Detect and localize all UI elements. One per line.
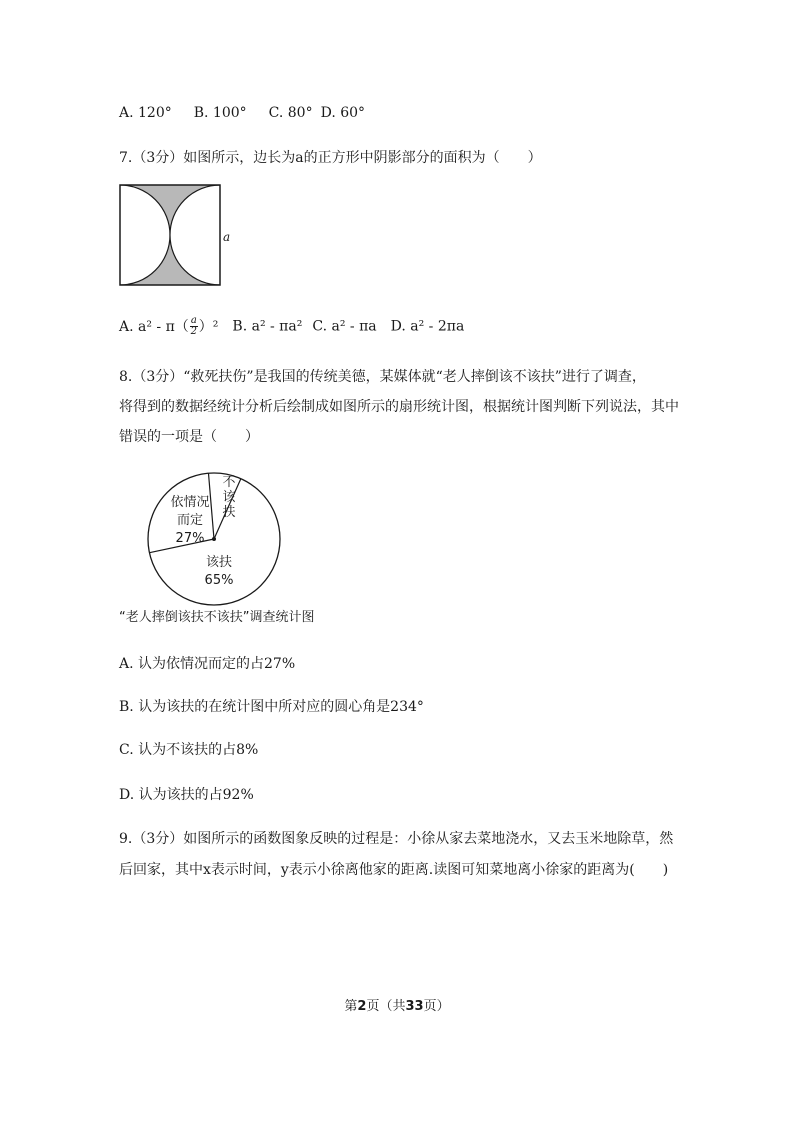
q8-option-a: A. 认为依情况而定的占27% xyxy=(119,656,296,672)
q8-chart-title: “老人摔倒该扶不该扶”调查统计图 xyxy=(119,610,315,625)
q6-option-a: A. 120° xyxy=(119,105,172,121)
page-number: 2 xyxy=(357,999,367,1014)
q7-option-b: B. a² - πa² xyxy=(232,318,303,335)
q8-stem-line1: 8.（3分）“救死扶伤”是我国的传统美德，某媒体就“老人摔倒该不该扶”进行了调查， xyxy=(119,369,646,385)
q8-stem-line2: 将得到的数据经统计分析后绘制成如图所示的扇形统计图，根据统计图判断下列说法，其中 xyxy=(119,399,679,415)
q8-stem-line3: 错误的一项是（ ） xyxy=(119,429,259,445)
q9-stem-line2: 后回家，其中x表示时间，y表示小徐离他家的距离.读图可知菜地离小徐家的距离为( ) xyxy=(119,862,669,878)
page-total: 33 xyxy=(405,999,424,1014)
q9-stem-line1: 9.（3分）如图所示的函数图象反映的过程是：小徐从家去菜地浇水，又去玉米地除草，然 xyxy=(119,831,674,847)
q8-option-b: B. 认为该扶的在统计图中所对应的圆心角是234° xyxy=(119,699,424,715)
q8-pie-chart xyxy=(140,470,290,610)
pie-slice-label: 65% xyxy=(204,573,234,588)
q6-option-b: B. 100° xyxy=(193,105,247,121)
q7-option-a: A. a² - π（ $\frac{a}{2}$ ）² xyxy=(119,315,219,337)
pie-slice-label: 扶 xyxy=(222,505,236,520)
q7-side-label: a xyxy=(223,230,231,244)
q8-option-d: D. 认为该扶的占92% xyxy=(119,787,254,803)
fraction-a-over-2: $\frac{a}{2}$ xyxy=(190,315,197,337)
q6-option-d: D. 60° xyxy=(320,105,366,121)
pie-center-dot xyxy=(212,537,216,541)
pie-slice-label: 该扶 xyxy=(205,555,233,570)
page-footer: 第2页（共33页） xyxy=(344,999,450,1014)
pie-slice-label: 不 xyxy=(222,475,236,490)
pie-slice-label: 而定 xyxy=(176,513,204,528)
q6-options xyxy=(119,104,365,122)
q7-stem: 7.（3分）如图所示，边长为a的正方形中阴影部分的面积为（ ） xyxy=(119,150,542,166)
q7-options xyxy=(119,316,464,337)
pie-slice-label: 依情况 xyxy=(170,495,210,510)
q7-option-d: D. a² - 2πa xyxy=(390,318,465,335)
q7-square-figure xyxy=(119,184,239,286)
q8-option-c: C. 认为不该扶的占8% xyxy=(119,742,259,758)
pie-slice-label: 该 xyxy=(222,490,236,505)
q7-option-c: C. a² - πa xyxy=(312,318,377,335)
q6-option-c: C. 80° xyxy=(268,105,313,121)
pie-slice-label: 27% xyxy=(175,531,205,546)
